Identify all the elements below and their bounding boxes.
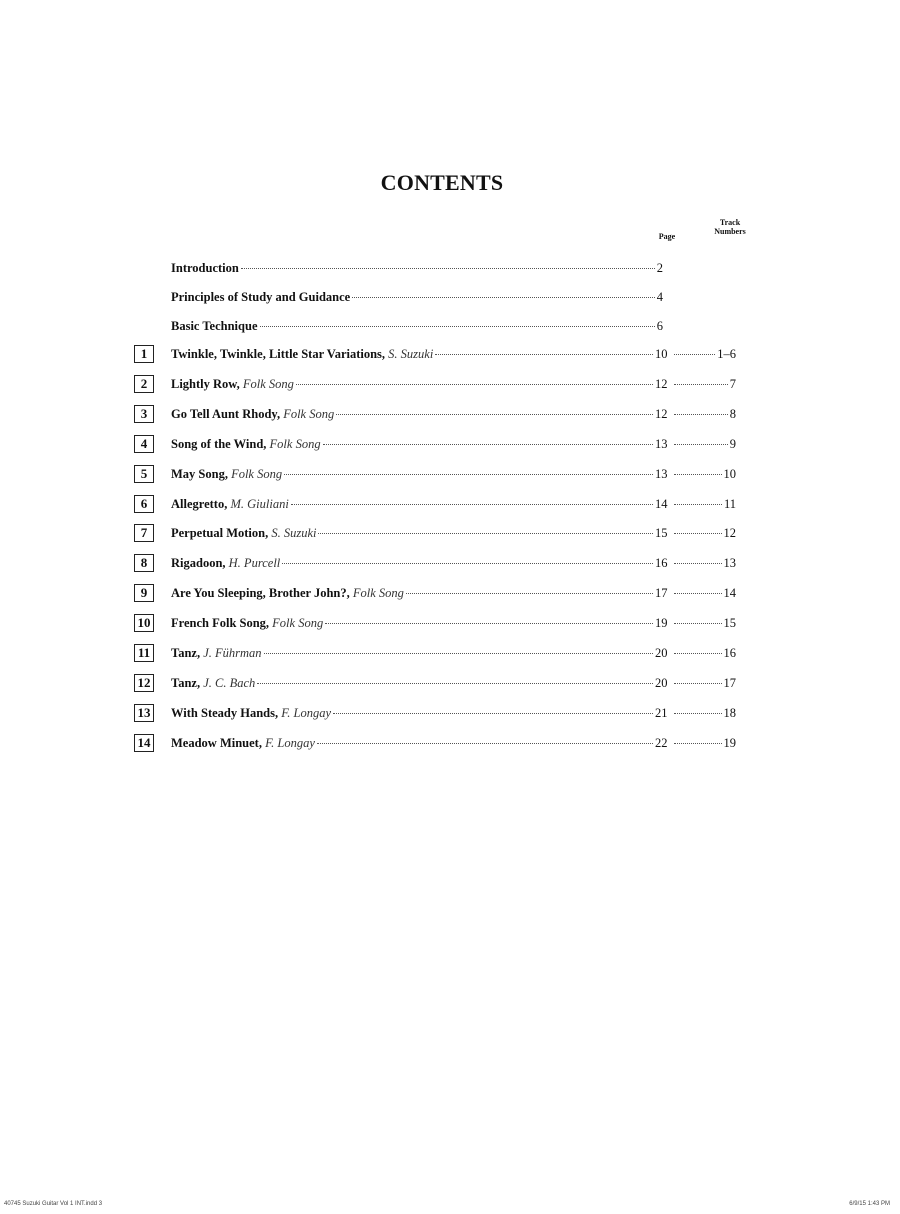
piece-number-box: 14	[134, 734, 154, 752]
piece-track: 17	[723, 676, 736, 690]
footer-timestamp: 6/9/15 1:43 PM	[849, 1201, 890, 1207]
piece-title: Tanz,	[171, 646, 201, 660]
dot-leader	[318, 533, 653, 534]
piece-title: Allegretto,	[171, 497, 228, 511]
piece-composer: Folk Song	[272, 616, 324, 630]
piece-composer: H. Purcell	[228, 556, 281, 570]
track-line	[672, 377, 736, 392]
piece-page: 22	[655, 736, 668, 750]
entry-page: 4	[656, 290, 663, 304]
piece-number-box: 3	[134, 405, 154, 423]
front-matter-row[interactable]	[0, 317, 900, 337]
dot-leader	[674, 384, 728, 385]
dot-leader	[325, 623, 653, 624]
piece-number-box: 2	[134, 375, 154, 393]
piece-title: Meadow Minuet,	[171, 736, 262, 750]
piece-title: Rigadoon,	[171, 556, 226, 570]
entry-line	[171, 437, 655, 452]
piece-track: 11	[723, 497, 736, 511]
track-line	[672, 556, 736, 571]
piece-row[interactable]	[0, 524, 900, 544]
track-line	[672, 706, 736, 721]
piece-composer: F. Longay	[265, 736, 315, 750]
entry-line	[171, 646, 655, 661]
entry-line	[171, 586, 655, 601]
piece-composer: Folk Song	[269, 437, 321, 451]
track-line	[672, 676, 736, 691]
piece-composer: Folk Song	[352, 586, 404, 600]
piece-track: 14	[723, 586, 736, 600]
entry-line	[171, 377, 655, 392]
entry-page: 2	[656, 261, 663, 275]
piece-page: 21	[655, 706, 668, 720]
dot-leader	[323, 444, 653, 445]
entry-line	[171, 347, 655, 362]
dot-leader	[674, 713, 722, 714]
piece-track: 10	[723, 467, 736, 481]
dot-leader	[296, 384, 653, 385]
track-line	[672, 437, 736, 452]
entry-line	[171, 467, 655, 482]
piece-composer: J. C. Bach	[203, 676, 256, 690]
piece-track: 19	[723, 736, 736, 750]
piece-composer: Folk Song	[231, 467, 283, 481]
dot-leader	[674, 414, 728, 415]
piece-row[interactable]	[0, 674, 900, 694]
piece-number-box: 6	[134, 495, 154, 513]
piece-page: 20	[655, 646, 668, 660]
dot-leader	[333, 713, 653, 714]
entry-title: Basic Technique	[171, 319, 258, 333]
dot-leader	[674, 444, 728, 445]
piece-track: 12	[723, 526, 736, 540]
piece-number-box: 9	[134, 584, 154, 602]
piece-track: 15	[723, 616, 736, 630]
piece-row[interactable]	[0, 435, 900, 455]
dot-leader	[317, 743, 653, 744]
track-header-line2: Numbers	[714, 227, 746, 236]
piece-composer: F. Longay	[281, 706, 331, 720]
piece-page: 13	[655, 437, 668, 451]
dot-leader	[282, 563, 653, 564]
piece-track: 13	[723, 556, 736, 570]
track-line	[672, 497, 736, 512]
piece-page: 10	[655, 347, 668, 361]
track-line	[672, 736, 736, 751]
piece-number-box: 4	[134, 435, 154, 453]
piece-track: 16	[723, 646, 736, 660]
piece-composer: Folk Song	[242, 377, 294, 391]
dot-leader	[406, 593, 653, 594]
entry-line	[171, 290, 663, 305]
dot-leader	[257, 683, 653, 684]
piece-row[interactable]	[0, 644, 900, 664]
page-column-header: Page	[658, 232, 676, 241]
track-line	[672, 646, 736, 661]
piece-page: 19	[655, 616, 668, 630]
entry-line	[171, 261, 663, 276]
piece-row[interactable]	[0, 734, 900, 754]
piece-title: Tanz,	[171, 676, 201, 690]
piece-row[interactable]	[0, 345, 900, 365]
entry-line	[171, 616, 655, 631]
dot-leader	[352, 297, 655, 298]
piece-track: 9	[729, 437, 736, 451]
track-line	[672, 526, 736, 541]
front-matter-row[interactable]	[0, 288, 900, 308]
piece-number-box: 8	[134, 554, 154, 572]
piece-track: 18	[723, 706, 736, 720]
entry-line	[171, 497, 655, 512]
piece-page: 14	[655, 497, 668, 511]
piece-row[interactable]	[0, 465, 900, 485]
piece-page: 12	[655, 377, 668, 391]
piece-title: May Song,	[171, 467, 228, 481]
piece-composer: S. Suzuki	[271, 526, 317, 540]
piece-title: French Folk Song,	[171, 616, 270, 630]
piece-number-box: 11	[134, 644, 154, 662]
entry-line	[171, 407, 655, 422]
page-title: CONTENTS	[380, 170, 504, 195]
piece-page: 20	[655, 676, 668, 690]
piece-composer: S. Suzuki	[388, 347, 434, 361]
entry-page: 6	[656, 319, 663, 333]
track-line	[672, 407, 736, 422]
dot-leader	[260, 326, 655, 327]
dot-leader	[284, 474, 653, 475]
piece-page: 17	[655, 586, 668, 600]
footer-file-info: 40745 Suzuki Guitar Vol 1 INT.indd 3	[4, 1201, 103, 1207]
dot-leader	[674, 683, 722, 684]
track-header-line1: Track	[719, 218, 741, 227]
entry-title: Introduction	[171, 261, 239, 275]
piece-title: With Steady Hands,	[171, 706, 279, 720]
entry-title: Principles of Study and Guidance	[171, 290, 351, 304]
dot-leader	[264, 653, 653, 654]
piece-track: 8	[729, 407, 736, 421]
piece-composer: M. Giuliani	[230, 497, 289, 511]
track-line	[672, 467, 736, 482]
entry-line	[171, 319, 663, 334]
track-column-header	[706, 218, 754, 236]
piece-number-box: 5	[134, 465, 154, 483]
piece-title: Are You Sleeping, Brother John?,	[171, 586, 350, 600]
dot-leader	[674, 563, 722, 564]
piece-number-box: 7	[134, 524, 154, 542]
piece-number-box: 1	[134, 345, 154, 363]
dot-leader	[336, 414, 653, 415]
piece-track: 1–6	[717, 347, 736, 361]
dot-leader	[241, 268, 655, 269]
piece-track: 7	[729, 377, 736, 391]
piece-number-box: 12	[134, 674, 154, 692]
piece-row[interactable]	[0, 614, 900, 634]
piece-row[interactable]	[0, 495, 900, 515]
dot-leader	[674, 474, 722, 475]
dot-leader	[674, 593, 722, 594]
entry-line	[171, 706, 655, 721]
track-line	[672, 347, 736, 362]
dot-leader	[674, 653, 722, 654]
piece-page: 15	[655, 526, 668, 540]
dot-leader	[674, 354, 715, 355]
piece-row[interactable]	[0, 584, 900, 604]
dot-leader	[674, 504, 722, 505]
entry-line	[171, 736, 655, 751]
dot-leader	[674, 623, 722, 624]
piece-number-box: 10	[134, 614, 154, 632]
dot-leader	[291, 504, 653, 505]
piece-title: Twinkle, Twinkle, Little Star Variations,	[171, 347, 386, 361]
dot-leader	[674, 533, 722, 534]
front-matter-row[interactable]	[0, 259, 900, 279]
piece-composer: Folk Song	[283, 407, 335, 421]
piece-row[interactable]	[0, 704, 900, 724]
entry-line	[171, 556, 655, 571]
piece-title: Perpetual Motion,	[171, 526, 269, 540]
piece-composer: J. Führman	[203, 646, 262, 660]
piece-title: Lightly Row,	[171, 377, 240, 391]
track-line	[672, 586, 736, 601]
piece-title: Go Tell Aunt Rhody,	[171, 407, 281, 421]
piece-title: Song of the Wind,	[171, 437, 267, 451]
piece-row[interactable]	[0, 375, 900, 395]
dot-leader	[435, 354, 653, 355]
piece-page: 13	[655, 467, 668, 481]
piece-number-box: 13	[134, 704, 154, 722]
piece-page: 16	[655, 556, 668, 570]
track-line	[672, 616, 736, 631]
piece-row[interactable]	[0, 405, 900, 425]
entry-line	[171, 676, 655, 691]
entry-line	[171, 526, 655, 541]
piece-row[interactable]	[0, 554, 900, 574]
piece-page: 12	[655, 407, 668, 421]
dot-leader	[674, 743, 722, 744]
